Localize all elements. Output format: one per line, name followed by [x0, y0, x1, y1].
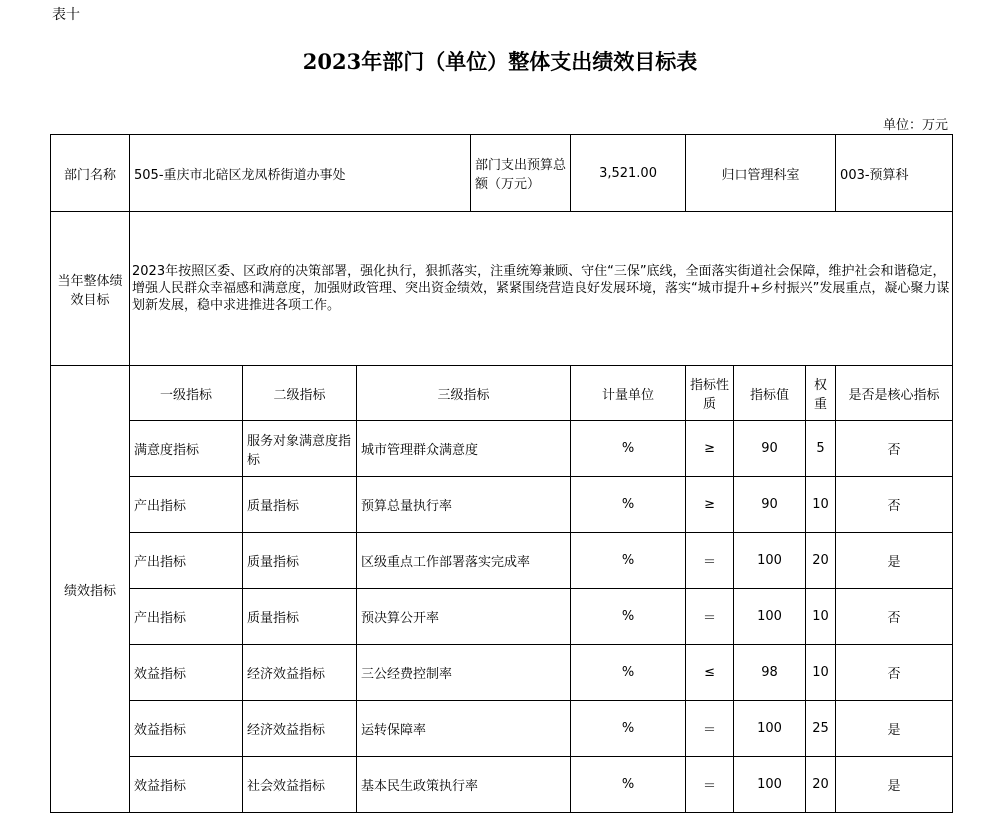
nature-cell: ＝: [686, 757, 734, 813]
weight-cell: 10: [806, 589, 836, 645]
header-level3: 三级指标: [357, 366, 571, 421]
level2-cell: 质量指标: [243, 589, 357, 645]
table-number-label: 表十: [52, 7, 80, 23]
table-row: [51, 645, 953, 701]
core-cell: 否: [836, 589, 953, 645]
mgmt-dept-value: 003-预算科: [836, 135, 953, 212]
page-title: 2023年部门（单位）整体支出绩效目标表: [302, 49, 698, 74]
weight-cell: 20: [806, 533, 836, 589]
weight-cell: 10: [806, 645, 836, 701]
annual-goal-text: 2023年按照区委、区政府的决策部署，强化执行，狠抓落实，注重统筹兼顾、守住“三保”底线，全面落实街道社会保障，维护社会和谐稳定，增强人民群众幸福感和满意度，加强财政管理、突出资金绩效，紧紧围绕营造良好发展环境，落实“城市提升+乡村振兴”发展重点，凝心聚力谋划新发展，稳中求进推进各项工作。: [130, 212, 953, 366]
value-cell: 100: [734, 701, 806, 757]
unit-cell: %: [571, 589, 686, 645]
table-row: [51, 589, 953, 645]
level3-cell: 预决算公开率: [357, 589, 571, 645]
dept-name-value: 505-重庆市北碚区龙凤桥街道办事处: [130, 135, 471, 212]
header-weight: 权重: [806, 366, 836, 421]
core-cell: 是: [836, 757, 953, 813]
value-cell: 100: [734, 589, 806, 645]
unit-cell: %: [571, 477, 686, 533]
weight-cell: 5: [806, 421, 836, 477]
weight-cell: 25: [806, 701, 836, 757]
level2-cell: 社会效益指标: [243, 757, 357, 813]
unit-cell: %: [571, 645, 686, 701]
nature-cell: ＝: [686, 533, 734, 589]
weight-cell: 20: [806, 757, 836, 813]
value-cell: 100: [734, 757, 806, 813]
unit-label: 单位：万元: [882, 118, 948, 133]
value-cell: 98: [734, 645, 806, 701]
level3-cell: 运转保障率: [357, 701, 571, 757]
core-cell: 是: [836, 701, 953, 757]
unit-cell: %: [571, 533, 686, 589]
level2-cell: 质量指标: [243, 477, 357, 533]
level1-cell: 效益指标: [130, 757, 243, 813]
nature-cell: ＝: [686, 589, 734, 645]
level1-cell: 效益指标: [130, 701, 243, 757]
table-row: [51, 477, 953, 533]
level3-cell: 基本民生政策执行率: [357, 757, 571, 813]
level3-cell: 城市管理群众满意度: [357, 421, 571, 477]
mgmt-dept-label: 归口管理科室: [686, 135, 836, 212]
weight-cell: 10: [806, 477, 836, 533]
value-cell: 90: [734, 477, 806, 533]
level1-cell: 产出指标: [130, 477, 243, 533]
nature-cell: ≥: [686, 421, 734, 477]
level1-cell: 产出指标: [130, 589, 243, 645]
dept-info-row: [51, 135, 953, 212]
table-row: [51, 421, 953, 477]
indicator-section-label: 绩效指标: [51, 366, 130, 813]
performance-table: [50, 134, 953, 813]
core-cell: 否: [836, 421, 953, 477]
header-core: 是否是核心指标: [836, 366, 953, 421]
annual-goal-row: [51, 212, 953, 366]
annual-goal-label: 当年整体绩效目标: [51, 212, 130, 366]
level1-cell: 产出指标: [130, 533, 243, 589]
value-cell: 90: [734, 421, 806, 477]
core-cell: 否: [836, 477, 953, 533]
level3-cell: 预算总量执行率: [357, 477, 571, 533]
table-row: [51, 701, 953, 757]
level3-cell: 三公经费控制率: [357, 645, 571, 701]
header-value: 指标值: [734, 366, 806, 421]
unit-cell: %: [571, 421, 686, 477]
core-cell: 是: [836, 533, 953, 589]
level2-cell: 经济效益指标: [243, 645, 357, 701]
core-cell: 否: [836, 645, 953, 701]
dept-name-label: 部门名称: [51, 135, 130, 212]
indicator-header-row: [51, 366, 953, 421]
level2-cell: 服务对象满意度指标: [243, 421, 357, 477]
unit-cell: %: [571, 701, 686, 757]
header-unit: 计量单位: [571, 366, 686, 421]
level2-cell: 经济效益指标: [243, 701, 357, 757]
table-row: [51, 757, 953, 813]
level3-cell: 区级重点工作部署落实完成率: [357, 533, 571, 589]
header-level2: 二级指标: [243, 366, 357, 421]
table-row: [51, 533, 953, 589]
level2-cell: 质量指标: [243, 533, 357, 589]
level1-cell: 效益指标: [130, 645, 243, 701]
nature-cell: ≤: [686, 645, 734, 701]
header-level1: 一级指标: [130, 366, 243, 421]
nature-cell: ≥: [686, 477, 734, 533]
value-cell: 100: [734, 533, 806, 589]
nature-cell: ＝: [686, 701, 734, 757]
unit-cell: %: [571, 757, 686, 813]
level1-cell: 满意度指标: [130, 421, 243, 477]
budget-total-label: 部门支出预算总额（万元）: [471, 135, 571, 212]
budget-total-value: 3,521.00: [571, 135, 686, 212]
header-nature: 指标性质: [686, 366, 734, 421]
